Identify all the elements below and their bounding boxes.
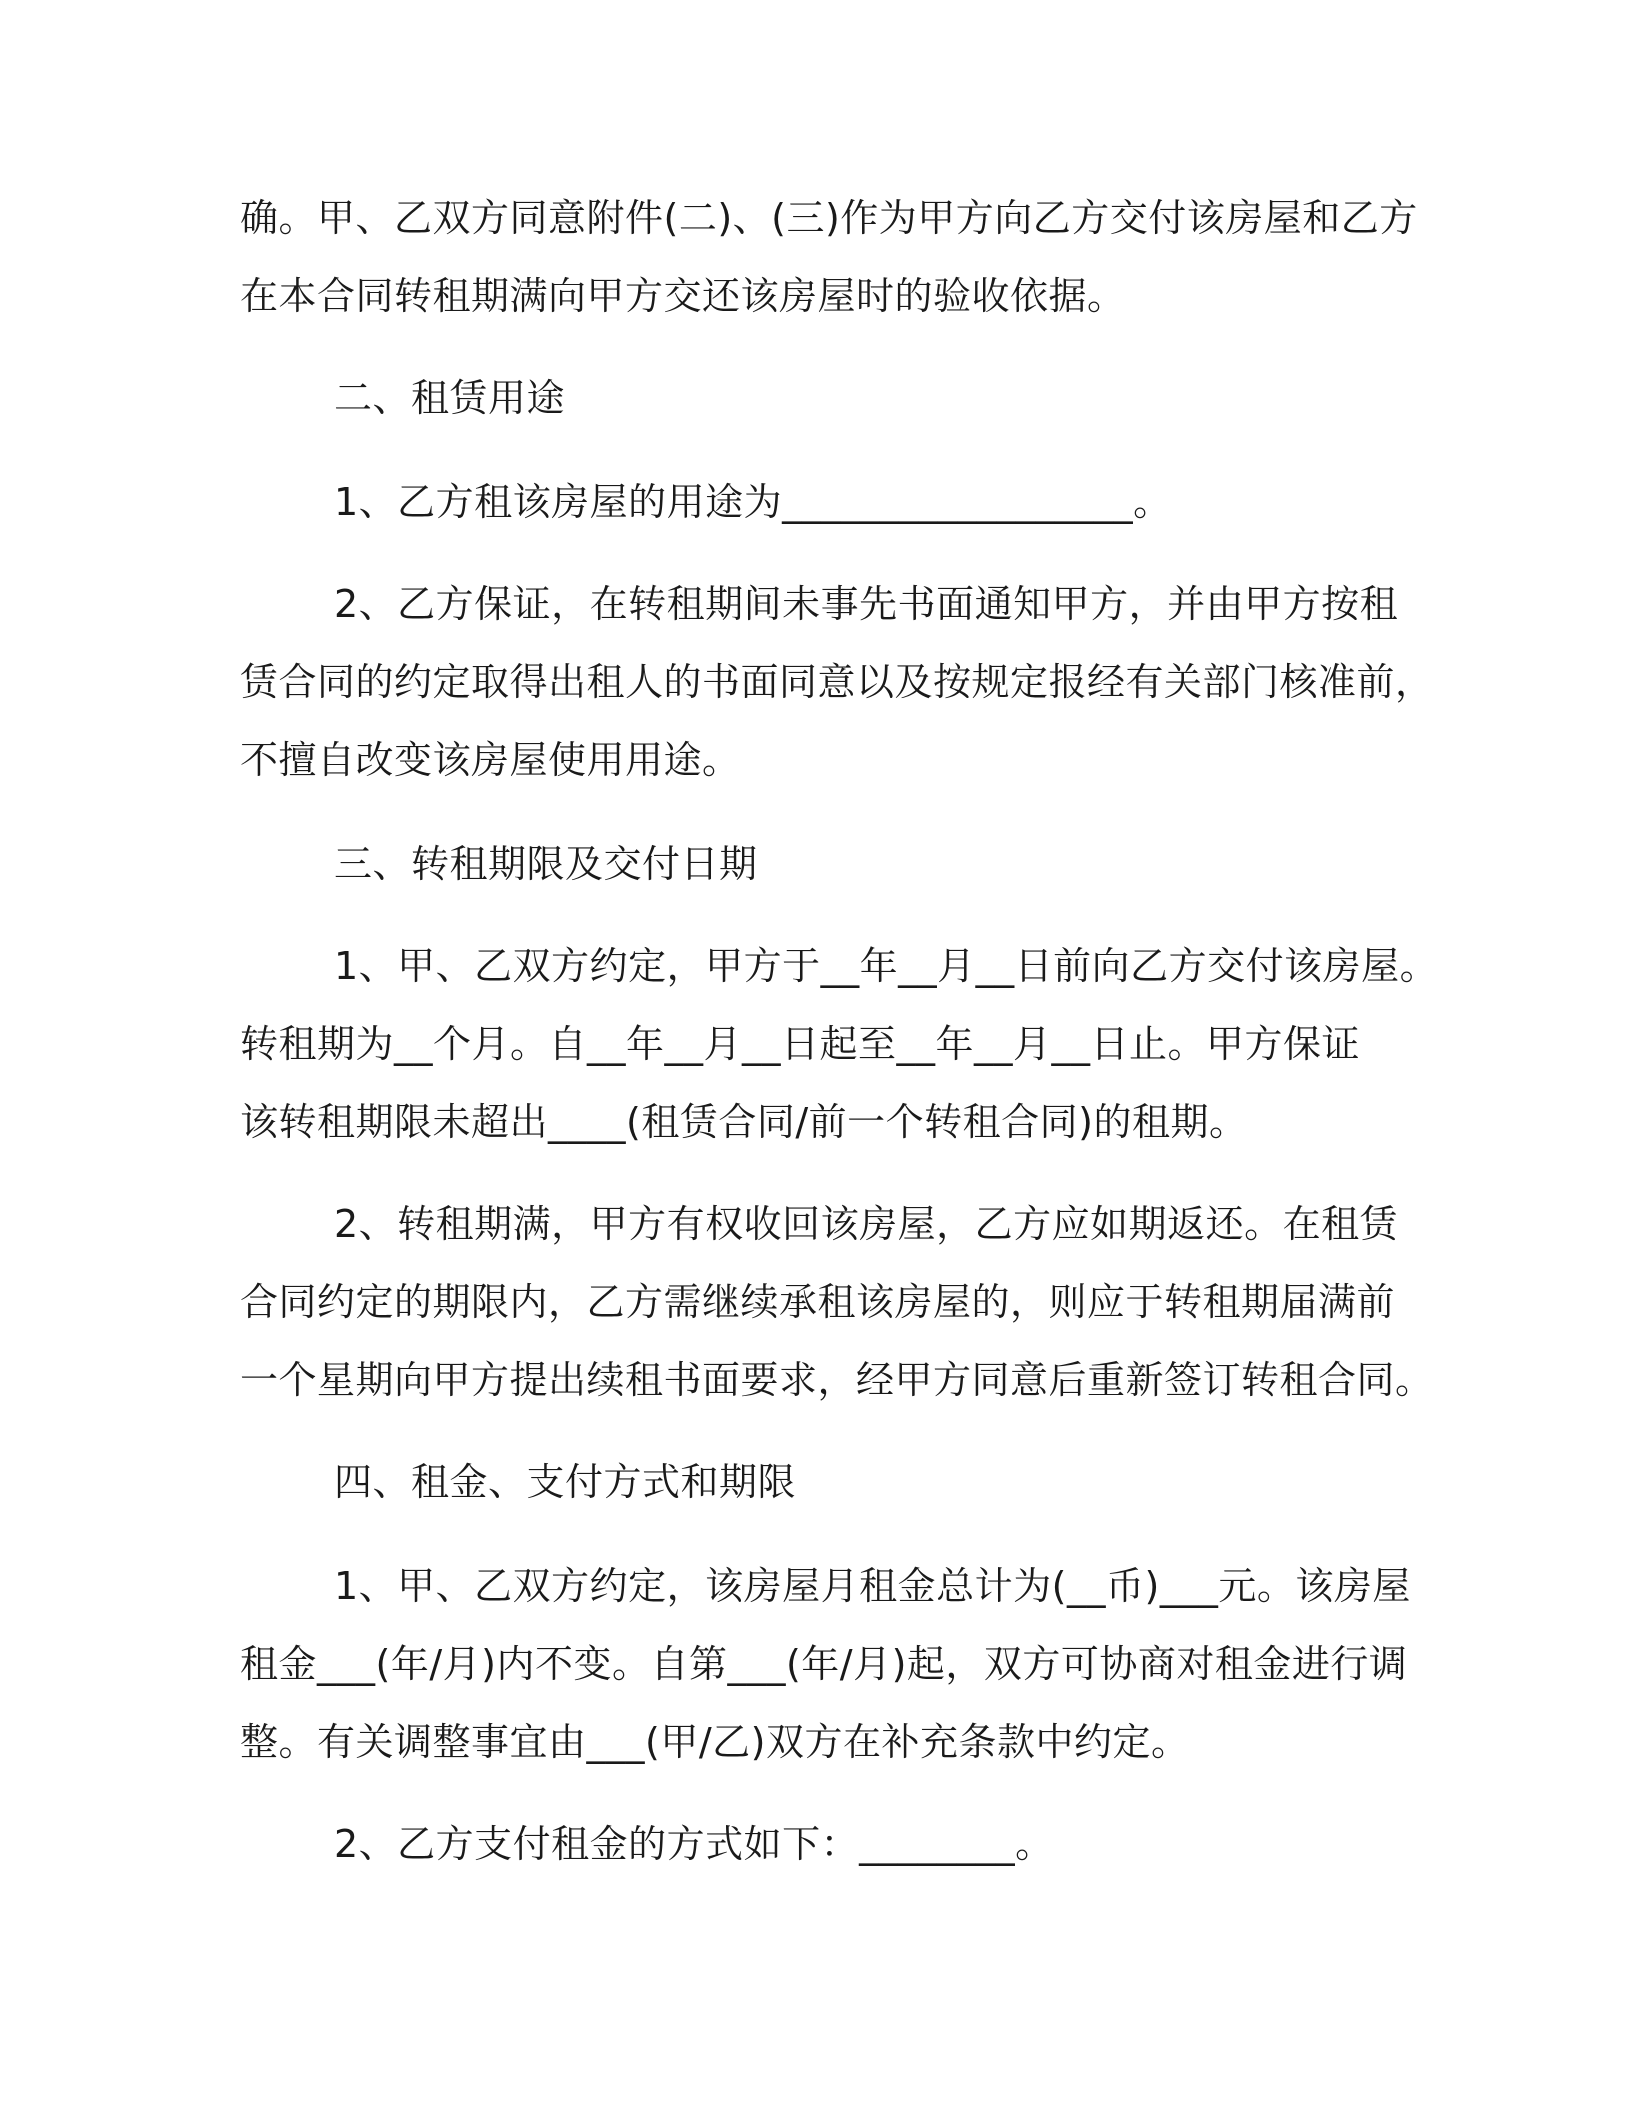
paragraph-line: 2、乙方保证，在转租期间未事先书面通知甲方，并由甲方按租 bbox=[334, 582, 1399, 626]
paragraph-line: 1、甲、乙双方约定，该房屋月租金总计为(__币)___元。该房屋 bbox=[334, 1564, 1411, 1608]
paragraph-line: 2、乙方支付租金的方式如下：________。 bbox=[334, 1822, 1054, 1866]
paragraph-line: 转租期为__个月。自__年__月__日起至__年__月__日止。甲方保证 bbox=[240, 1022, 1361, 1066]
paragraph-line: 租金___(年/月)内不变。自第___(年/月)起，双方可协商对租金进行调 bbox=[240, 1642, 1408, 1686]
paragraph-line: 在本合同转租期满向甲方交还该房屋时的验收依据。 bbox=[240, 274, 1126, 318]
paragraph-line: 整。有关调整事宜由___(甲/乙)双方在补充条款中约定。 bbox=[240, 1720, 1190, 1764]
section-heading: 四、租金、支付方式和期限 bbox=[334, 1460, 797, 1504]
paragraph-line: 2、转租期满，甲方有权收回该房屋，乙方应如期返还。在租赁 bbox=[334, 1202, 1399, 1246]
paragraph-line: 1、甲、乙双方约定，甲方于__年__月__日前向乙方交付该房屋。 bbox=[334, 944, 1439, 988]
paragraph-line: 1、乙方租该房屋的用途为__________________。 bbox=[334, 480, 1172, 524]
paragraph-line: 赁合同的约定取得出租人的书面同意以及按规定报经有关部门核准前， bbox=[240, 660, 1434, 704]
paragraph-line: 不擅自改变该房屋使用用途。 bbox=[240, 738, 741, 782]
paragraph-line: 一个星期向甲方提出续租书面要求，经甲方同意后重新签订转租合同。 bbox=[240, 1358, 1434, 1402]
section-heading: 三、转租期限及交付日期 bbox=[334, 842, 758, 886]
paragraph-line: 合同约定的期限内，乙方需继续承租该房屋的，则应于转租期届满前 bbox=[240, 1280, 1396, 1324]
paragraph-line: 确。甲、乙双方同意附件(二)、(三)作为甲方向乙方交付该房屋和乙方 bbox=[240, 196, 1418, 240]
paragraph-line: 该转租期限未超出____(租赁合同/前一个转租合同)的租期。 bbox=[240, 1100, 1248, 1144]
section-heading: 二、租赁用途 bbox=[334, 376, 566, 420]
